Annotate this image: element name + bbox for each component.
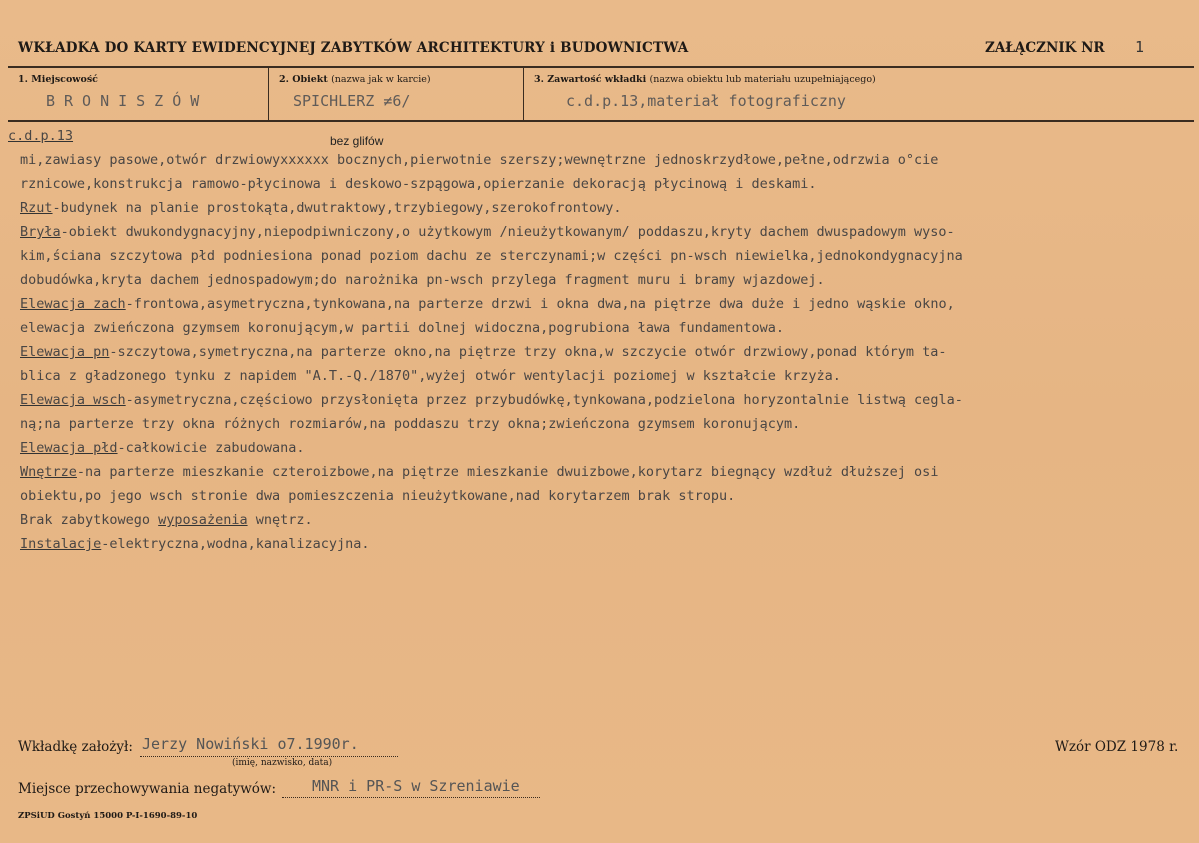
established-dotted-line [140, 756, 398, 757]
section-text: -szczytowa,symetryczna,na parterze okno,na piętrze trzy okna,w szczycie otwór drzwiowy,ponad którym ta- [109, 344, 947, 360]
section-text: -obiekt dwukondygnacyjny,niepodpiwniczony,o użytkowym /nieużytkowanym/ poddaszu,kryty dachem dwuspadowym wyso- [60, 224, 955, 240]
text-line [8, 340, 1188, 364]
section-heading: Elewacja zach [20, 296, 126, 312]
object-label: 2. Obiekt [279, 74, 328, 85]
section-text: -całkowicie zabudowana. [117, 440, 305, 456]
text-line [8, 220, 1188, 244]
content-label-note: (nazwa obiektu lub materiału uzupełniającego) [649, 74, 876, 85]
section-heading: wyposażenia [158, 512, 248, 528]
section-text: -elektryczna,wodna,kanalizacyjna. [101, 536, 370, 552]
locality-field [8, 68, 268, 120]
text-line [8, 388, 1188, 412]
print-code: ZPSiUD Gostyń 15000 P-I-1690-89-10 [18, 811, 198, 821]
annex-number: 1 [1135, 38, 1145, 56]
section-text: -na parterze mieszkanie czteroizbowe,na piętrze mieszkanie dwuizbowe,korytarz biegnący wzdłuż dłuższej osi [76, 464, 939, 480]
object-value: SPICHLERZ ≠6/ [293, 92, 411, 110]
section-heading: Elewacja wsch [20, 392, 126, 408]
section-text: Brak zabytkowego [20, 512, 159, 528]
section-text: -budynek na planie prostokąta,dwutraktowy,trzybiegowy,szerokofrontowy. [52, 200, 622, 216]
text-line: elewacja zwieńczona gzymsem koronującym,w partii dolnej widoczna,pogrubiona ława fundamentowa. [20, 320, 785, 336]
continuation-heading [8, 124, 1188, 148]
text-line: ną;na parterze trzy okna różnych rozmiarów,na poddaszu trzy okna;zwieńczona gzymsem koronującym. [20, 416, 801, 432]
section-heading: Elewacja pn [20, 344, 110, 360]
section-heading: Rzut [20, 200, 53, 216]
overtype-note: bez glifów [330, 134, 384, 148]
section-heading: Elewacja płd [20, 440, 118, 456]
form-model: Wzór ODZ 1978 r. [1055, 739, 1179, 755]
locality-label: 1. Miejscowość [18, 74, 98, 85]
section-text: -frontowa,asymetryczna,tynkowana,na parterze drzwi i okna dwa,na piętrze dwa duże i jedno wąskie okno, [125, 296, 955, 312]
content-label: 3. Zawartość wkładki [534, 74, 647, 85]
text-line [8, 292, 1188, 316]
text-line: blica z gładzonego tynku z napidem "A.T.-Q./1870",wyżej otwór wentylacji poziomej w kształcie krzyża. [20, 368, 841, 384]
section-text: -asymetryczna,częściowo przysłonięta przez przybudówkę,tynkowana,podzielona horyzontalnie listwą cegla- [125, 392, 963, 408]
text-line [8, 532, 1188, 556]
section-heading: Bryła [20, 224, 61, 240]
text-line [8, 436, 1188, 460]
text-line: obiektu,po jego wsch stronie dwa pomieszczenia nieużytkowane,nad korytarzem brak stropu. [20, 488, 736, 504]
header-fields [8, 66, 1194, 122]
description-text [8, 124, 1188, 556]
text-line [8, 196, 1188, 220]
text-line [8, 508, 1188, 532]
text-line: mi,zawiasy pasowe,otwór drzwiowyxxxxxx bocznych,pierwotnie szerszy;wewnętrzne jednoskrzydłowe,pełne,odrzwia o°cie [20, 152, 939, 168]
content-field [523, 68, 1193, 120]
heading-text: c.d.p.13 [8, 128, 74, 144]
text-line: dobudówka,kryta dachem jednospadowym;do narożnika pn-wsch przylega fragment muru i bramy wjazdowej. [20, 272, 825, 288]
section-text: wnętrz. [247, 512, 313, 528]
object-field [268, 68, 523, 120]
text-line: rznicowe,konstrukcja ramowo-płycinowa i deskowo-szpągowa,opierzanie dekoracją płycinową i deskami. [20, 176, 817, 192]
object-label-wrap [279, 74, 431, 85]
negatives-value: MNR i PR-S w Szreniawie [312, 777, 520, 795]
established-label: Wkładkę założył: [18, 739, 133, 755]
content-value: c.d.p.13,materiał fotograficzny [566, 92, 846, 110]
text-line [8, 460, 1188, 484]
object-label-note: (nazwa jak w karcie) [331, 74, 431, 85]
established-value: Jerzy Nowiński o7.1990r. [142, 735, 359, 753]
section-heading: Instalacje [20, 536, 102, 552]
content-label-wrap [534, 74, 876, 85]
text-line: kim,ściana szczytowa płd podniesiona ponad poziom dachu ze sterczynami;w części pn-wsch niewielka,jednokondygnacyjna [20, 248, 963, 264]
established-hint: (imię, nazwisko, data) [232, 758, 333, 768]
annex-label: ZAŁĄCZNIK NR [985, 40, 1105, 56]
locality-value: BRONISZÓW [46, 92, 209, 110]
card-title: WKŁADKA DO KARTY EWIDENCYJNEJ ZABYTKÓW ARCHITEKTURY i BUDOWNICTWA [18, 40, 689, 56]
section-heading: Wnętrze [20, 464, 77, 480]
negatives-label: Miejsce przechowywania negatywów: [18, 781, 277, 797]
negatives-dotted-line [282, 797, 540, 798]
